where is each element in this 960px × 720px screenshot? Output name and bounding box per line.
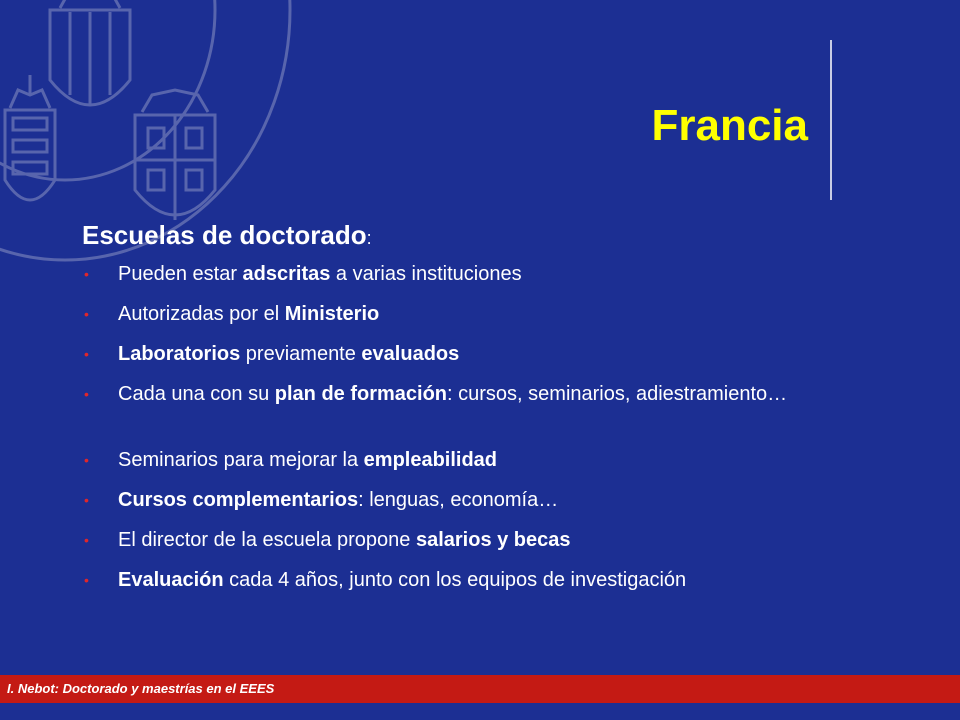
section-heading [82, 218, 372, 255]
bullet-text [118, 566, 884, 594]
central-shield-icon [50, 0, 130, 105]
bullet-text [118, 380, 884, 408]
bullet-text-part: : cursos, seminarios, adiestramiento… [447, 383, 788, 405]
bullet-text [118, 260, 884, 288]
bullet-text [118, 300, 884, 328]
bullet-text [118, 486, 884, 514]
bullet-item [84, 446, 884, 474]
left-shield-icon [5, 75, 55, 200]
bullet-text-part: Pueden estar [118, 263, 243, 285]
bullet-item [84, 340, 884, 368]
bullet-item [84, 300, 884, 328]
bullet-text-bold: Cursos complementarios [118, 489, 359, 511]
bullet-item [84, 260, 884, 288]
bullet-dot-icon: • [84, 266, 89, 282]
bullet-text-bold: Ministerio [284, 303, 380, 325]
bullet-text-part: El director de la escuela propone [118, 529, 416, 551]
bullet-dot-icon: • [84, 306, 89, 322]
footer-bar [0, 675, 960, 703]
section-heading-text: Escuelas de doctorado [82, 220, 367, 250]
bullet-text [118, 446, 884, 474]
bullet-text-part: a varias instituciones [330, 263, 522, 285]
bullet-text-part: : lenguas, economía… [358, 489, 559, 511]
right-shield-icon [135, 90, 215, 220]
bullet-text-part: previamente [240, 343, 362, 365]
bullet-text [118, 526, 884, 554]
bullet-dot-icon: • [84, 532, 89, 548]
bullet-dot-icon: • [84, 346, 89, 362]
bullet-item [84, 380, 884, 408]
bullet-dot-icon: • [84, 492, 89, 508]
bullet-item [84, 486, 884, 514]
bullet-text-bold: adscritas [242, 263, 331, 285]
bullet-text-bold: evaluados [361, 343, 460, 365]
bullet-text-part: Cada una con su [118, 383, 275, 405]
bullet-text-part: Seminarios para mejorar la [118, 449, 364, 471]
bullet-dot-icon: • [84, 386, 89, 402]
bullet-dot-icon: • [84, 452, 89, 468]
bullet-item [84, 526, 884, 554]
bullet-text-bold: Laboratorios [118, 343, 241, 365]
title-divider [830, 40, 832, 200]
section-heading-colon: : [366, 228, 372, 248]
bullet-text-bold: empleabilidad [363, 449, 498, 471]
bullet-text-bold: plan de formación [274, 383, 448, 405]
bullet-dot-icon: • [84, 572, 89, 588]
footer-text: I. Nebot: Doctorado y maestrías en el EEES [7, 681, 275, 696]
bullet-text-bold: Evaluación [118, 569, 224, 591]
slide-title: Francia [651, 101, 808, 150]
bullet-text [118, 340, 884, 368]
bullet-text-part: Autorizadas por el [118, 303, 285, 325]
bullet-text-bold: salarios y becas [415, 529, 571, 551]
bullet-item [84, 566, 884, 594]
bullet-text-part: cada 4 años, junto con los equipos de investigación [223, 569, 687, 591]
